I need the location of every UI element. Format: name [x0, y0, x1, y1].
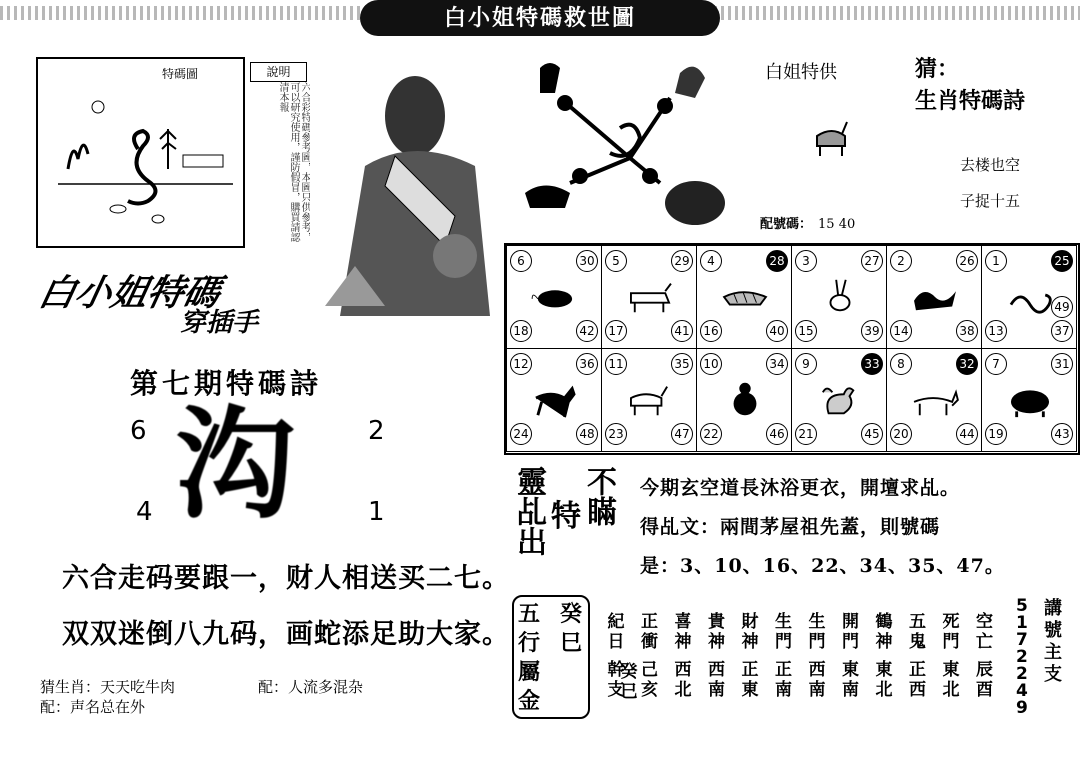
zodiac-cell [791, 348, 887, 452]
graffiti-title: 白小姐特碼 [35, 272, 224, 314]
stamp-text-2: 特 [551, 499, 581, 534]
almanac-bottom: 東南 [842, 660, 859, 700]
zodiac-cell [601, 245, 697, 349]
zodiac-number: 27 [861, 250, 883, 272]
oracle-message-1: 今期玄空道長沐浴更衣，開壇求乩。 [640, 477, 961, 499]
almanac-top: 開門 [842, 612, 859, 652]
zodiac-number: 28 [766, 250, 788, 272]
almanac-bottom: 西南 [708, 660, 725, 700]
zodiac-number: 17 [605, 320, 627, 342]
almanac-bottom: 西北 [674, 660, 692, 700]
almanac-column [972, 612, 998, 700]
deity-artwork [305, 56, 500, 331]
supply-label: 白姐特供 [765, 62, 837, 83]
five-elements-stem: 癸巳 [560, 601, 583, 656]
poem-line-2: 双双迷倒八九码，画蛇添足助大家。 [62, 619, 510, 650]
monkey-icon [540, 63, 560, 93]
special-code-picture [36, 57, 245, 248]
zodiac-number: 25 [1051, 250, 1073, 272]
zodiac-number: 45 [861, 423, 883, 445]
zodiac-link-diagram [510, 48, 750, 238]
zodiac-number: 29 [671, 250, 693, 272]
corner-number-br: 1 [368, 497, 385, 527]
almanac-bottom: 正南 [775, 660, 792, 700]
almanac-top: 鶴神 [875, 612, 893, 652]
zodiac-cell [886, 245, 982, 349]
zodiac-number: 16 [700, 320, 722, 342]
phone-number: 5172249 [1016, 596, 1028, 718]
zodiac-number: 4 [700, 250, 722, 272]
almanac-bottom: 西南 [808, 660, 826, 700]
zodiac-number: 41 [671, 320, 693, 342]
pig-icon [665, 181, 725, 225]
riddle-big-character: 沟 [175, 394, 295, 535]
rooster-icon [675, 67, 705, 98]
almanac-top: 財神 [741, 612, 759, 652]
almanac-bottom: 幹支 [607, 660, 625, 700]
picture-label: 特碼圖 [162, 67, 199, 81]
zodiac-cell [506, 348, 602, 452]
zodiac-cell [696, 348, 792, 452]
zodiac-cell [696, 245, 792, 349]
zodiac-cell [791, 245, 887, 349]
corner-number-tl: 6 [130, 416, 147, 446]
zodiac-number: 3 [795, 250, 817, 272]
rooster-icon [814, 379, 866, 419]
almanac-top: 貴神 [708, 612, 725, 652]
zodiac-number: 2 [890, 250, 912, 272]
almanac-top: 生門 [808, 612, 826, 652]
zodiac-number: 42 [576, 320, 598, 342]
stamp-text-3: 不瞞 [581, 466, 616, 526]
snake-icon [1004, 276, 1056, 316]
stamp-text-1: 靈乩出 [511, 466, 546, 556]
almanac-column [838, 612, 864, 700]
zodiac-number: 35 [671, 353, 693, 375]
zodiac-number: 10 [700, 353, 722, 375]
goat-icon [624, 379, 676, 419]
pair-text-1: 配：人流多混杂 [258, 678, 364, 696]
pig-icon [1004, 379, 1056, 419]
almanac-column [871, 612, 897, 700]
almanac-column [704, 612, 730, 700]
zodiac-number: 22 [700, 423, 722, 445]
zodiac-number: 14 [890, 320, 912, 342]
zodiac-number: 30 [576, 250, 598, 272]
zodiac-cell [981, 348, 1077, 452]
almanac-bottom: 正東 [741, 660, 759, 700]
period-title: 第七期特碼詩 [130, 367, 323, 400]
almanac-column [771, 612, 797, 700]
zodiac-poem-title: 生肖特碼詩 [915, 89, 1026, 114]
pair-text-2: 配：声名总在外 [40, 698, 146, 716]
graffiti-subtitle: 穿插手 [180, 308, 259, 338]
almanac-top: 五鬼 [909, 612, 926, 652]
almanac-bottom: 東北 [942, 660, 960, 700]
dog-icon [909, 379, 961, 419]
zodiac-number: 44 [956, 423, 978, 445]
almanac-bottom: 辰酉 [976, 660, 993, 700]
almanac-column [804, 612, 830, 700]
guess-label: 猜： [915, 56, 960, 82]
dragon-icon [909, 276, 961, 316]
zodiac-number: 11 [605, 353, 627, 375]
zodiac-number: 34 [766, 353, 788, 375]
horse-icon [529, 379, 581, 419]
instruction-label: 說明 [250, 62, 307, 82]
zodiac-number: 20 [890, 423, 912, 445]
five-elements-label: 五行屬金 [518, 601, 541, 714]
zodiac-number: 15 [795, 320, 817, 342]
zodiac-number: 8 [890, 353, 912, 375]
almanac-top: 生門 [775, 612, 792, 652]
zodiac-number: 21 [795, 423, 817, 445]
zodiac-number: 7 [985, 353, 1007, 375]
zodiac-number: 31 [1051, 353, 1073, 375]
zodiac-cell [601, 348, 697, 452]
almanac-top: 死門 [942, 612, 960, 652]
zodiac-number: 48 [576, 423, 598, 445]
zodiac-number: 36 [576, 353, 598, 375]
almanac-bottom: 己亥 [641, 660, 658, 700]
oracle-stamp [511, 466, 616, 576]
riddle-line-2: 子捉十五 [960, 192, 1021, 210]
almanac-top: 喜神 [674, 612, 692, 652]
zodiac-number: 47 [671, 423, 693, 445]
almanac-column [737, 612, 763, 700]
oracle-message-3: 是：3、10、16、22、34、35、47。 [640, 555, 1005, 577]
riddle-line-1: 去楼也空 [960, 156, 1021, 174]
almanac-top: 正衝 [641, 612, 658, 652]
zodiac-number: 18 [510, 320, 532, 342]
zodiac-number: 33 [861, 353, 883, 375]
corner-number-bl: 4 [136, 497, 153, 527]
zodiac-cell [506, 245, 602, 349]
guess-zodiac-text: 猜生肖：天天吃牛肉 [40, 678, 176, 696]
zodiac-number: 46 [766, 423, 788, 445]
almanac-bottom: 東北 [875, 660, 893, 700]
almanac-column [905, 612, 931, 700]
zodiac-number: 24 [510, 423, 532, 445]
zodiac-number-grid [504, 243, 1080, 455]
ox-icon [525, 186, 570, 209]
corner-number-tr: 2 [368, 416, 385, 446]
almanac-column [938, 612, 964, 700]
instruction-text: 六合彩特碼參考圖，本圖只供參考，可以研究使用，謹防假冒，購買請認清本報 [277, 82, 310, 242]
zodiac-number: 13 [985, 320, 1007, 342]
zodiac-number: 40 [766, 320, 788, 342]
match-label: 配號碼： [760, 217, 813, 232]
zodiac-number: 43 [1051, 423, 1073, 445]
almanac-day: 癸巳 [620, 662, 638, 702]
rabbit-icon [814, 276, 866, 316]
zodiac-number: 23 [605, 423, 627, 445]
zodiac-cell [981, 245, 1077, 349]
zodiac-number: 12 [510, 353, 532, 375]
zodiac-cell [886, 348, 982, 452]
monkey-icon [719, 379, 771, 419]
almanac-bottom: 正西 [909, 660, 926, 700]
tiger-icon [719, 276, 771, 316]
match-value: 15 40 [818, 217, 856, 232]
ox-icon [624, 276, 676, 316]
match-numbers [760, 213, 855, 232]
poem-line-1: 六合走码要跟一，财人相送买二七。 [62, 563, 510, 594]
zodiac-number: 32 [956, 353, 978, 375]
snake-scene-illustration [38, 59, 243, 246]
goat-icon [812, 116, 852, 158]
zodiac-number: 49 [1051, 296, 1073, 318]
zodiac-number: 19 [985, 423, 1007, 445]
zodiac-number: 1 [985, 250, 1007, 272]
almanac-column [670, 612, 696, 700]
almanac-top: 空亡 [976, 612, 993, 652]
almanac-top: 紀日 [607, 612, 625, 652]
zodiac-number: 39 [861, 320, 883, 342]
zodiac-number: 6 [510, 250, 532, 272]
zodiac-number: 37 [1051, 320, 1073, 342]
zodiac-number: 38 [956, 320, 978, 342]
oracle-message-2: 得乩文：兩間茅屋祖先蓋，則號碼 [640, 516, 941, 538]
page-title: 白小姐特碼救世圖 [360, 0, 720, 36]
phone-label: 講號主支 [1044, 598, 1062, 685]
zodiac-number: 26 [956, 250, 978, 272]
rat-icon [529, 276, 581, 316]
zodiac-number: 5 [605, 250, 627, 272]
zodiac-number: 9 [795, 353, 817, 375]
